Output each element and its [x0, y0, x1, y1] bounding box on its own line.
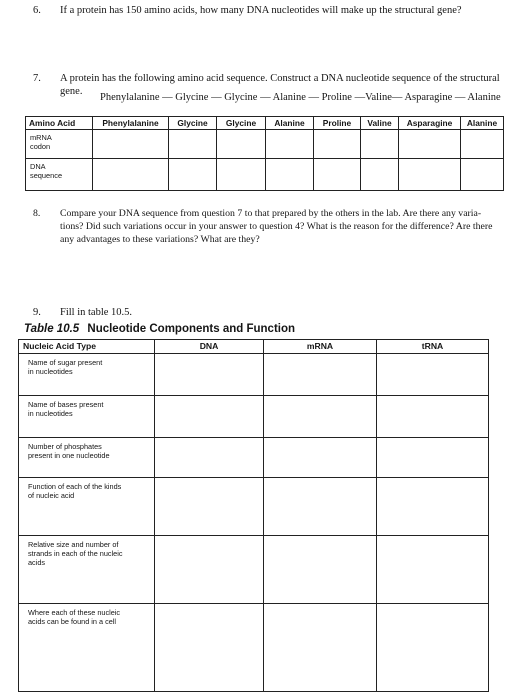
header-dna: DNA	[155, 340, 264, 354]
question-7-number: 7.	[33, 73, 41, 84]
answer-cell[interactable]	[264, 396, 377, 438]
mrna-codon-row	[26, 130, 504, 159]
answer-cell[interactable]	[461, 159, 504, 191]
question-7-text: A protein has the following amino acid sequence. Construct a DNA nucleotide sequence of the structural gene.	[60, 73, 500, 97]
amino-table-header-row	[26, 117, 504, 130]
header-trna: tRNA	[377, 340, 489, 354]
question-6-text: If a protein has 150 amino acids, how many DNA nucleotides will make up the structural gene?	[60, 5, 462, 16]
sugar-row-label: Name of sugar present in nucleotides	[19, 354, 155, 396]
function-row	[19, 478, 489, 536]
answer-cell[interactable]	[377, 438, 489, 478]
answer-cell[interactable]	[217, 159, 266, 191]
answer-cell[interactable]	[155, 354, 264, 396]
answer-cell[interactable]	[169, 130, 217, 159]
amino-acid-table	[25, 116, 504, 191]
bases-row-label: Name of bases present in nucleotides	[19, 396, 155, 438]
answer-cell[interactable]	[266, 130, 314, 159]
header-valine: Valine	[361, 117, 399, 130]
answer-cell[interactable]	[155, 396, 264, 438]
header-amino-acid: Amino Acid	[26, 117, 93, 130]
header-nucleic-acid-type: Nucleic Acid Type	[19, 340, 155, 354]
answer-cell[interactable]	[155, 478, 264, 536]
answer-cell[interactable]	[377, 604, 489, 692]
bases-row	[19, 396, 489, 438]
answer-cell[interactable]	[314, 159, 361, 191]
size-strands-row	[19, 536, 489, 604]
question-8-text: Compare your DNA sequence from question 7 to that prepared by the others in the lab. Are there any varia- tions? Did such variations occur in your answer to question 4? What is the reason for the difference? Are there any advantages to these variations? What are they?	[60, 208, 493, 245]
header-phenylalanine: Phenylalanine	[93, 117, 169, 130]
answer-cell[interactable]	[377, 478, 489, 536]
nucleotide-components-table	[18, 339, 489, 692]
phosphates-row	[19, 438, 489, 478]
function-row-label: Function of each of the kinds of nucleic acid	[19, 478, 155, 536]
table-caption	[24, 323, 295, 335]
answer-cell[interactable]	[155, 536, 264, 604]
amino-acid-sequence: Phenylalanine — Glycine — Glycine — Alanine — Proline —Valine— Asparagine — Alanine	[100, 92, 501, 103]
header-alanine-1: Alanine	[266, 117, 314, 130]
answer-cell[interactable]	[399, 130, 461, 159]
answer-cell[interactable]	[377, 354, 489, 396]
location-row	[19, 604, 489, 692]
answer-cell[interactable]	[377, 396, 489, 438]
answer-cell[interactable]	[217, 130, 266, 159]
header-asparagine: Asparagine	[399, 117, 461, 130]
table-caption-title: Nucleotide Components and Function	[87, 323, 296, 335]
answer-cell[interactable]	[361, 130, 399, 159]
answer-cell[interactable]	[155, 438, 264, 478]
answer-cell[interactable]	[377, 536, 489, 604]
table-caption-label: Table 10.5	[24, 323, 80, 335]
answer-cell[interactable]	[264, 536, 377, 604]
answer-cell[interactable]	[264, 478, 377, 536]
header-glycine-2: Glycine	[217, 117, 266, 130]
question-9-text: Fill in table 10.5.	[60, 307, 133, 318]
answer-cell[interactable]	[266, 159, 314, 191]
dna-sequence-row	[26, 159, 504, 191]
header-mrna: mRNA	[264, 340, 377, 354]
answer-cell[interactable]	[314, 130, 361, 159]
answer-cell[interactable]	[93, 130, 169, 159]
answer-cell[interactable]	[361, 159, 399, 191]
answer-cell[interactable]	[169, 159, 217, 191]
phosphates-row-label: Number of phosphates present in one nucleotide	[19, 438, 155, 478]
question-6-number: 6.	[33, 5, 41, 16]
header-alanine-2: Alanine	[461, 117, 504, 130]
size-strands-row-label: Relative size and number of strands in each of the nucleic acids	[19, 536, 155, 604]
question-7	[33, 72, 513, 97]
location-row-label: Where each of these nucleic acids can be found in a cell	[19, 604, 155, 692]
answer-cell[interactable]	[155, 604, 264, 692]
question-8-number: 8.	[33, 208, 41, 219]
answer-cell[interactable]	[93, 159, 169, 191]
answer-cell[interactable]	[264, 604, 377, 692]
answer-cell[interactable]	[264, 354, 377, 396]
sugar-row	[19, 354, 489, 396]
mrna-codon-label: mRNA codon	[26, 130, 93, 159]
nucleotide-table-header-row	[19, 340, 489, 354]
question-9-number: 9.	[33, 307, 41, 318]
dna-sequence-label: DNA sequence	[26, 159, 93, 191]
header-glycine-1: Glycine	[169, 117, 217, 130]
question-8	[33, 207, 523, 251]
answer-cell[interactable]	[399, 159, 461, 191]
answer-cell[interactable]	[461, 130, 504, 159]
question-9	[33, 306, 233, 320]
question-6	[33, 4, 513, 18]
header-proline: Proline	[314, 117, 361, 130]
answer-cell[interactable]	[264, 438, 377, 478]
